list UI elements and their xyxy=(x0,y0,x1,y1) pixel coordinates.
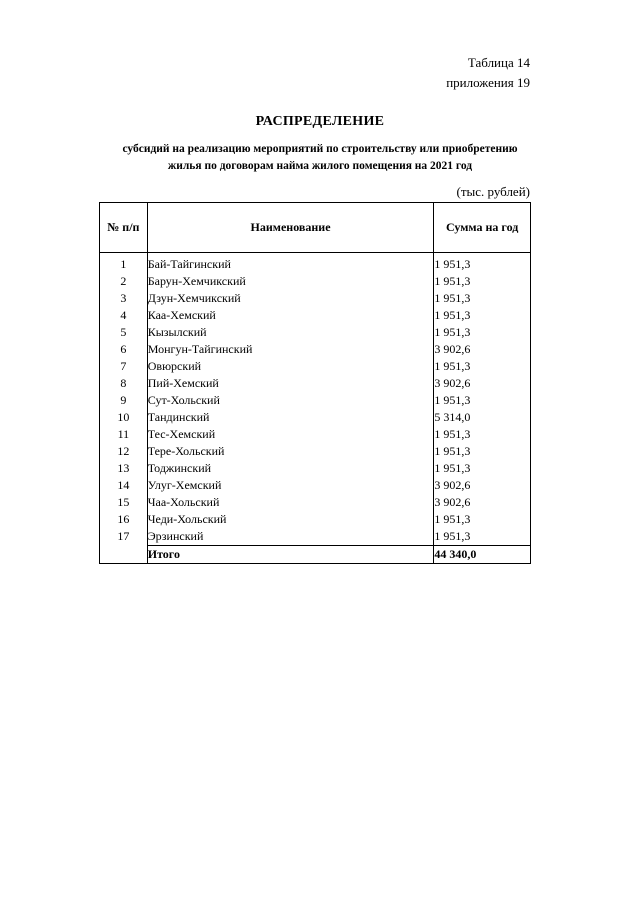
district-name: Улуг-Хемский xyxy=(147,477,434,494)
district-name: Чаа-Хольский xyxy=(147,494,434,511)
district-name: Дзун-Хемчикский xyxy=(147,290,434,307)
subsidy-amount: 1 951,3 xyxy=(434,253,531,274)
row-number: 1 xyxy=(100,253,148,274)
district-name: Овюрский xyxy=(147,358,434,375)
district-name: Эрзинский xyxy=(147,528,434,546)
subsidy-amount: 3 902,6 xyxy=(434,494,531,511)
document-title: РАСПРЕДЕЛЕНИЕ xyxy=(255,114,385,129)
subsidy-amount: 1 951,3 xyxy=(434,443,531,460)
table-row xyxy=(100,460,531,477)
subtitle-line-2: жилья по договорам найма жилого помещения на 2021 год xyxy=(167,160,473,172)
district-name: Тере-Хольский xyxy=(147,443,434,460)
subsidy-amount: 1 951,3 xyxy=(434,511,531,528)
appendix-reference: приложения 19 xyxy=(446,75,530,90)
table-row xyxy=(100,273,531,290)
subsidy-amount: 3 902,6 xyxy=(434,341,531,358)
table-row xyxy=(100,494,531,511)
row-number: 16 xyxy=(100,511,148,528)
district-name: Бай-Тайгинский xyxy=(147,253,434,274)
subsidy-amount: 1 951,3 xyxy=(434,273,531,290)
table-body xyxy=(100,253,531,564)
subtitle-line-1: субсидий на реализацию мероприятий по строительству или приобретению xyxy=(122,143,518,155)
district-name: Тес-Хемский xyxy=(147,426,434,443)
row-number: 12 xyxy=(100,443,148,460)
row-number: 6 xyxy=(100,341,148,358)
subsidy-amount: 5 314,0 xyxy=(434,409,531,426)
district-name: Барун-Хемчикский xyxy=(147,273,434,290)
row-number: 5 xyxy=(100,324,148,341)
units-note: (тыс. рублей) xyxy=(456,184,530,199)
row-number: 7 xyxy=(100,358,148,375)
table-row xyxy=(100,324,531,341)
subsidy-amount: 1 951,3 xyxy=(434,307,531,324)
column-header-name: Наименование xyxy=(147,203,434,253)
row-number: 10 xyxy=(100,409,148,426)
row-number: 2 xyxy=(100,273,148,290)
district-name: Кызылский xyxy=(147,324,434,341)
subsidy-amount: 3 902,6 xyxy=(434,477,531,494)
table-row xyxy=(100,392,531,409)
table-row xyxy=(100,511,531,528)
row-number: 9 xyxy=(100,392,148,409)
subsidy-amount: 1 951,3 xyxy=(434,290,531,307)
row-number: 3 xyxy=(100,290,148,307)
row-number: 4 xyxy=(100,307,148,324)
row-number: 13 xyxy=(100,460,148,477)
subsidy-amount: 3 902,6 xyxy=(434,375,531,392)
table-row xyxy=(100,375,531,392)
row-number: 15 xyxy=(100,494,148,511)
subsidy-amount: 1 951,3 xyxy=(434,392,531,409)
total-sum: 44 340,0 xyxy=(434,546,531,564)
table-row xyxy=(100,253,531,274)
table-reference: Таблица 14 xyxy=(467,55,530,70)
total-number-cell xyxy=(100,546,148,564)
table-row xyxy=(100,477,531,494)
district-name: Чеди-Хольский xyxy=(147,511,434,528)
table-row xyxy=(100,426,531,443)
row-number: 17 xyxy=(100,528,148,546)
district-name: Сут-Хольский xyxy=(147,392,434,409)
row-number: 11 xyxy=(100,426,148,443)
subsidy-amount: 1 951,3 xyxy=(434,358,531,375)
row-number: 8 xyxy=(100,375,148,392)
table-row xyxy=(100,307,531,324)
document-subtitle xyxy=(60,141,580,175)
table-row xyxy=(100,409,531,426)
total-label: Итого xyxy=(147,546,434,564)
table-header-row xyxy=(100,203,531,253)
table-row xyxy=(100,443,531,460)
table-row xyxy=(100,290,531,307)
table-row xyxy=(100,358,531,375)
subsidy-amount: 1 951,3 xyxy=(434,528,531,546)
table-row xyxy=(100,341,531,358)
row-number: 14 xyxy=(100,477,148,494)
district-name: Тоджинский xyxy=(147,460,434,477)
subsidy-amount: 1 951,3 xyxy=(434,460,531,477)
district-name: Каа-Хемский xyxy=(147,307,434,324)
subsidy-amount: 1 951,3 xyxy=(434,426,531,443)
distribution-table xyxy=(99,202,531,564)
subsidy-amount: 1 951,3 xyxy=(434,324,531,341)
column-header-sum: Сумма на год xyxy=(434,203,531,253)
column-header-number: № п/п xyxy=(100,203,148,253)
district-name: Пий-Хемский xyxy=(147,375,434,392)
district-name: Монгун-Тайгинский xyxy=(147,341,434,358)
district-name: Тандинский xyxy=(147,409,434,426)
total-row xyxy=(100,546,531,564)
table-row xyxy=(100,528,531,546)
